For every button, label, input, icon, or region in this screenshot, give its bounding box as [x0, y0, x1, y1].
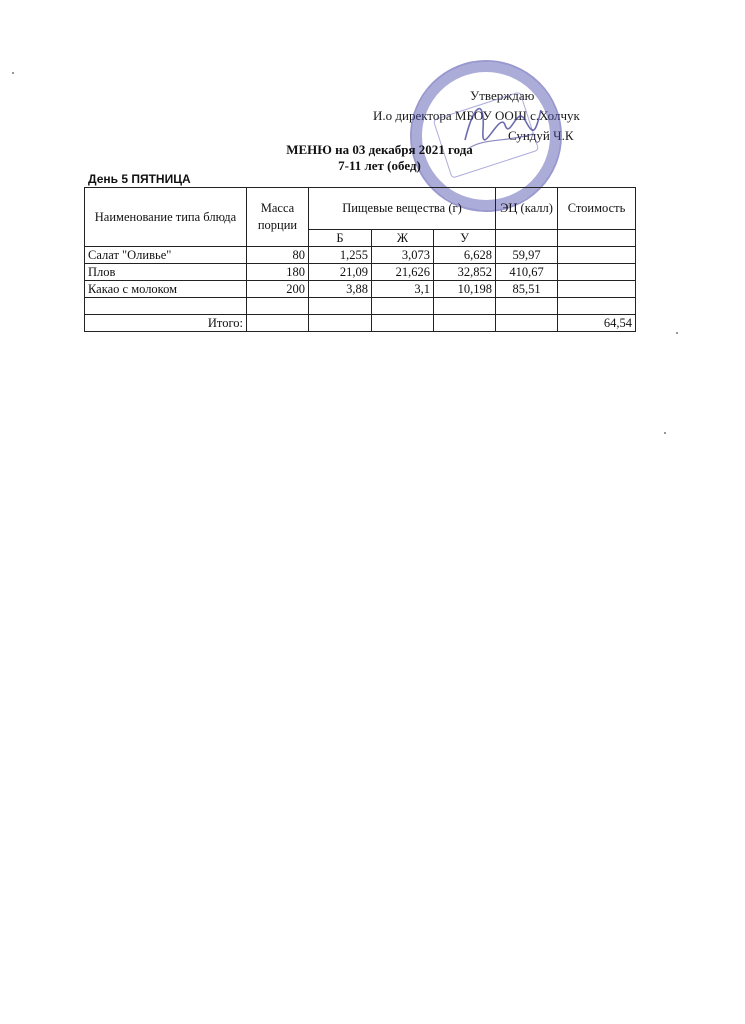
header-nutrients: Пищевые вещества (г) — [309, 188, 496, 230]
approval-position: И.о директора МБОУ ООШ с.Холчук — [373, 108, 580, 123]
header-cost: Стоимость — [558, 188, 636, 230]
dish-cost — [558, 264, 636, 281]
empty-cell — [558, 298, 636, 315]
header-dish-name: Наименование типа блюда — [85, 188, 247, 247]
approval-heading: Утверждаю — [470, 88, 535, 103]
dish-carbs: 10,198 — [434, 281, 496, 298]
empty-row — [85, 298, 636, 315]
dish-cost — [558, 281, 636, 298]
approval-signatory: Сундуй Ч.К — [508, 128, 574, 143]
scan-speck — [12, 72, 14, 74]
dish-energy: 85,51 — [496, 281, 558, 298]
empty-cell — [558, 230, 636, 247]
empty-cell — [496, 230, 558, 247]
empty-cell — [309, 315, 372, 332]
header-portion-mass: Масса порции — [247, 188, 309, 247]
age-group-subtitle: 7-11 лет (обед) — [338, 158, 421, 173]
dish-fat: 21,626 — [372, 264, 434, 281]
table-row — [85, 281, 636, 298]
dish-protein: 21,09 — [309, 264, 372, 281]
dish-name: Салат "Оливье" — [85, 247, 247, 264]
scan-speck — [676, 332, 678, 334]
dish-carbs: 32,852 — [434, 264, 496, 281]
total-cost: 64,54 — [558, 315, 636, 332]
table-header-row — [85, 188, 636, 230]
day-label: День 5 ПЯТНИЦА — [88, 172, 191, 186]
dish-fat: 3,073 — [372, 247, 434, 264]
dish-mass: 180 — [247, 264, 309, 281]
empty-cell — [247, 315, 309, 332]
empty-cell — [496, 315, 558, 332]
empty-cell — [85, 298, 247, 315]
header-protein: Б — [309, 230, 372, 247]
empty-cell — [496, 298, 558, 315]
total-row — [85, 315, 636, 332]
dish-fat: 3,1 — [372, 281, 434, 298]
empty-cell — [372, 298, 434, 315]
dish-protein: 1,255 — [309, 247, 372, 264]
dish-name: Плов — [85, 264, 247, 281]
dish-carbs: 6,628 — [434, 247, 496, 264]
table-row — [85, 264, 636, 281]
dish-protein: 3,88 — [309, 281, 372, 298]
table-row — [85, 247, 636, 264]
menu-table — [84, 187, 636, 332]
empty-cell — [247, 298, 309, 315]
empty-cell — [434, 315, 496, 332]
header-fat: Ж — [372, 230, 434, 247]
menu-title: МЕНЮ на 03 декабря 2021 года — [286, 142, 473, 157]
dish-energy: 59,97 — [496, 247, 558, 264]
empty-cell — [309, 298, 372, 315]
dish-mass: 80 — [247, 247, 309, 264]
dish-mass: 200 — [247, 281, 309, 298]
total-label: Итого: — [85, 315, 247, 332]
header-carbs: У — [434, 230, 496, 247]
scan-speck — [664, 432, 666, 434]
header-energy: ЭЦ (калл) — [496, 188, 558, 230]
empty-cell — [434, 298, 496, 315]
dish-energy: 410,67 — [496, 264, 558, 281]
dish-name: Какао с молоком — [85, 281, 247, 298]
dish-cost — [558, 247, 636, 264]
empty-cell — [372, 315, 434, 332]
